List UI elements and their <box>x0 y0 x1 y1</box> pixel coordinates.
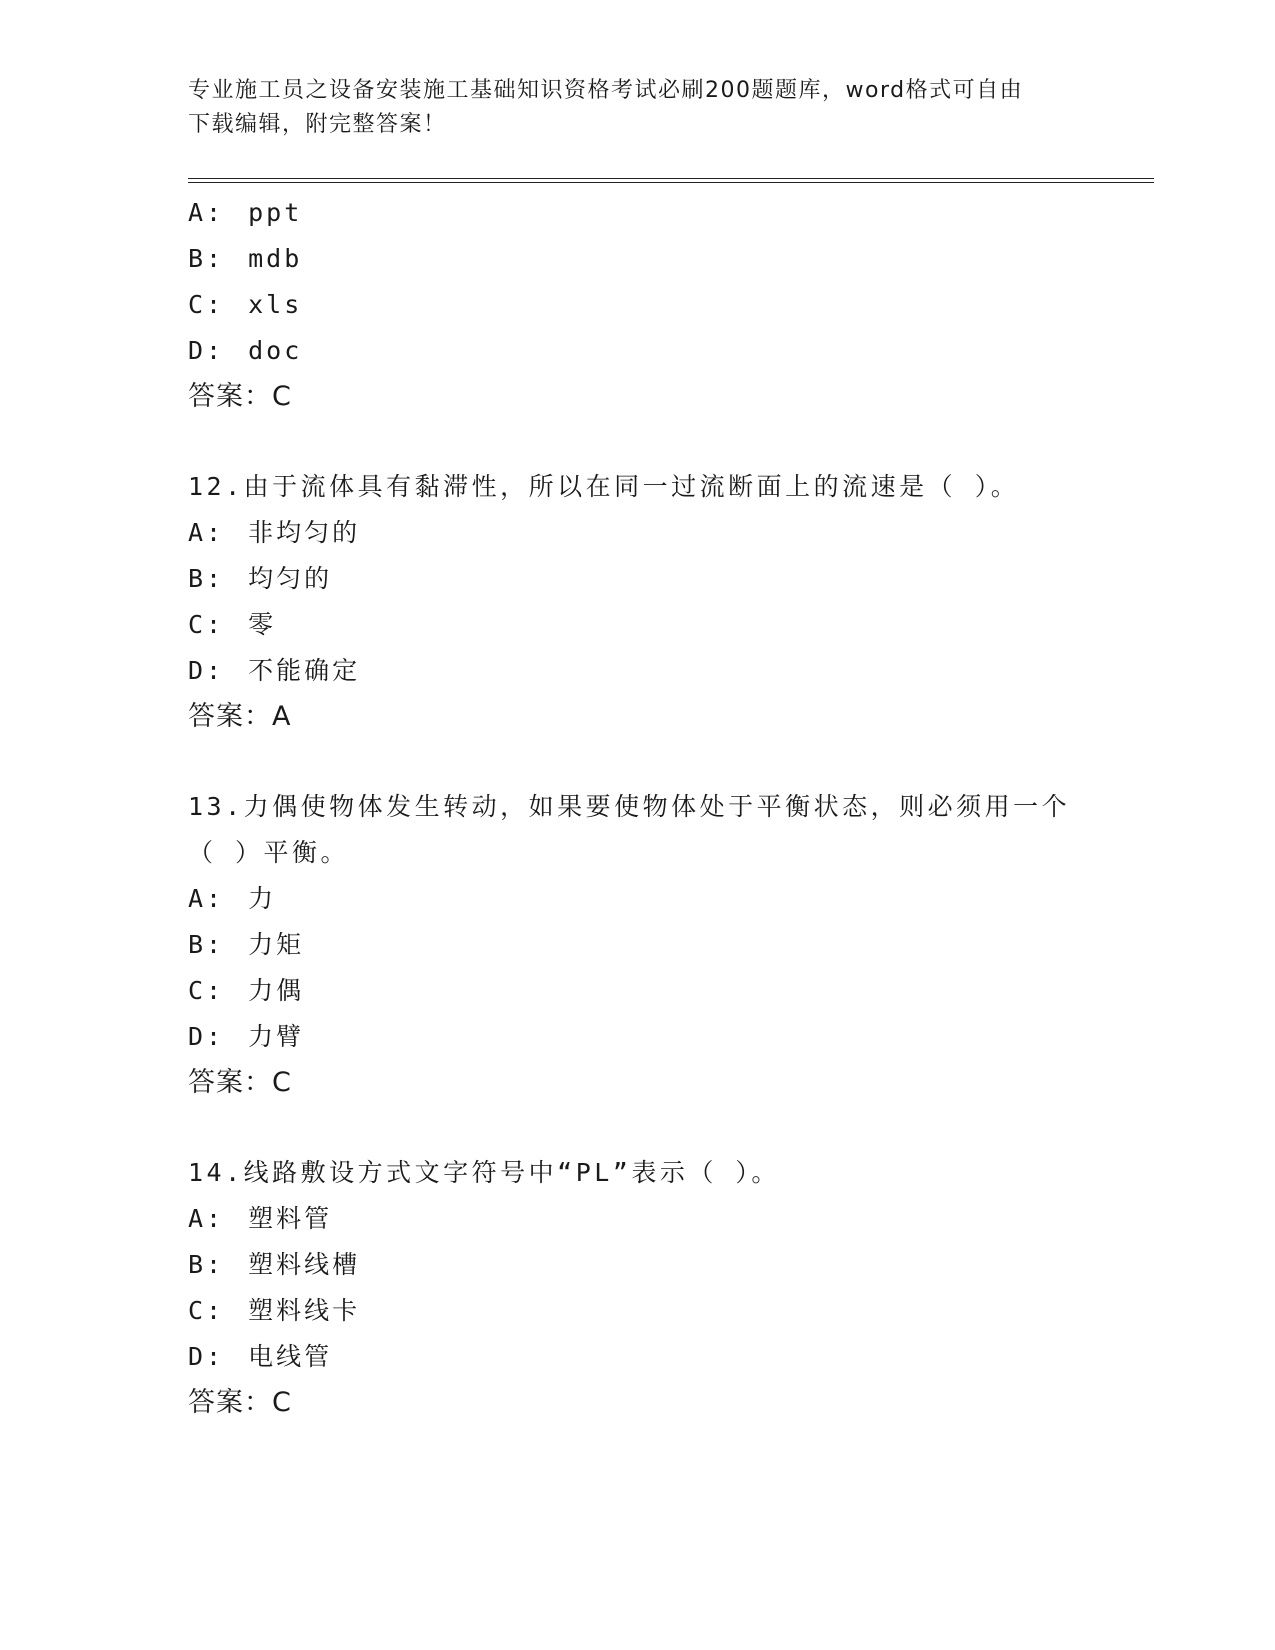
question-block-13 <box>188 784 1154 1106</box>
option-text: 塑料管 <box>248 1204 333 1233</box>
option-b <box>188 1242 1154 1288</box>
answer-line: 答案：C <box>188 381 292 412</box>
option-text: 不能确定 <box>248 656 361 685</box>
answer-line: 答案：C <box>188 1387 292 1418</box>
option-text: 力矩 <box>248 930 305 959</box>
option-letter: D: <box>188 1022 225 1051</box>
question-list <box>188 190 1154 1426</box>
option-d <box>188 1014 1154 1060</box>
option-a <box>188 510 1154 556</box>
option-letter: D: <box>188 336 225 365</box>
option-text: xls <box>248 290 303 319</box>
question-block-prev <box>188 190 1154 420</box>
option-text: 非均匀的 <box>248 518 361 547</box>
header-divider-bottom <box>188 182 1154 183</box>
option-d <box>188 1334 1154 1380</box>
option-letter: D: <box>188 1342 225 1371</box>
header-divider-top <box>188 178 1154 179</box>
option-letter: C: <box>188 1296 225 1325</box>
option-text: 塑料线卡 <box>248 1296 361 1325</box>
option-letter: C: <box>188 976 225 1005</box>
question-stem: 12.由于流体具有黏滞性，所以在同一过流断面上的流速是（ ）。 <box>188 472 1020 501</box>
option-b <box>188 556 1154 602</box>
answer-line: 答案：C <box>188 1067 292 1098</box>
question-block-12 <box>188 464 1154 740</box>
option-letter: B: <box>188 244 225 273</box>
answer-line: 答案：A <box>188 701 292 732</box>
option-text: 力偶 <box>248 976 305 1005</box>
question-stem-continued: （ ）平衡。 <box>188 838 350 867</box>
option-c <box>188 968 1154 1014</box>
option-a <box>188 1196 1154 1242</box>
option-text: 力 <box>248 884 277 913</box>
option-c <box>188 602 1154 648</box>
question-stem: 13.力偶使物体发生转动，如果要使物体处于平衡状态，则必须用一个 <box>188 792 1071 821</box>
option-letter: D: <box>188 656 225 685</box>
option-text: 零 <box>248 610 277 639</box>
option-text: doc <box>248 336 303 365</box>
option-text: 电线管 <box>248 1342 333 1371</box>
option-b <box>188 922 1154 968</box>
option-text: 均匀的 <box>248 564 333 593</box>
option-letter: C: <box>188 290 225 319</box>
option-d <box>188 648 1154 694</box>
header-line-2: 下载编辑，附完整答案！ <box>188 112 447 137</box>
option-a <box>188 190 1154 236</box>
option-d <box>188 328 1154 374</box>
option-text: ppt <box>248 198 303 227</box>
option-text: 力臂 <box>248 1022 305 1051</box>
question-block-14 <box>188 1150 1154 1426</box>
option-text: mdb <box>248 244 303 273</box>
option-b <box>188 236 1154 282</box>
option-letter: C: <box>188 610 225 639</box>
option-letter: B: <box>188 930 225 959</box>
option-letter: B: <box>188 1250 225 1279</box>
option-text: 塑料线槽 <box>248 1250 361 1279</box>
question-stem: 14.线路敷设方式文字符号中“PL”表示（ ）。 <box>188 1158 780 1187</box>
document-header <box>188 74 1088 142</box>
option-letter: A: <box>188 1204 225 1233</box>
option-letter: A: <box>188 198 225 227</box>
option-letter: B: <box>188 564 225 593</box>
option-letter: A: <box>188 518 225 547</box>
option-letter: A: <box>188 884 225 913</box>
option-a <box>188 876 1154 922</box>
option-c <box>188 1288 1154 1334</box>
header-line-1: 专业施工员之设备安装施工基础知识资格考试必刷200题题库，word格式可自由 <box>188 78 1024 103</box>
option-c <box>188 282 1154 328</box>
